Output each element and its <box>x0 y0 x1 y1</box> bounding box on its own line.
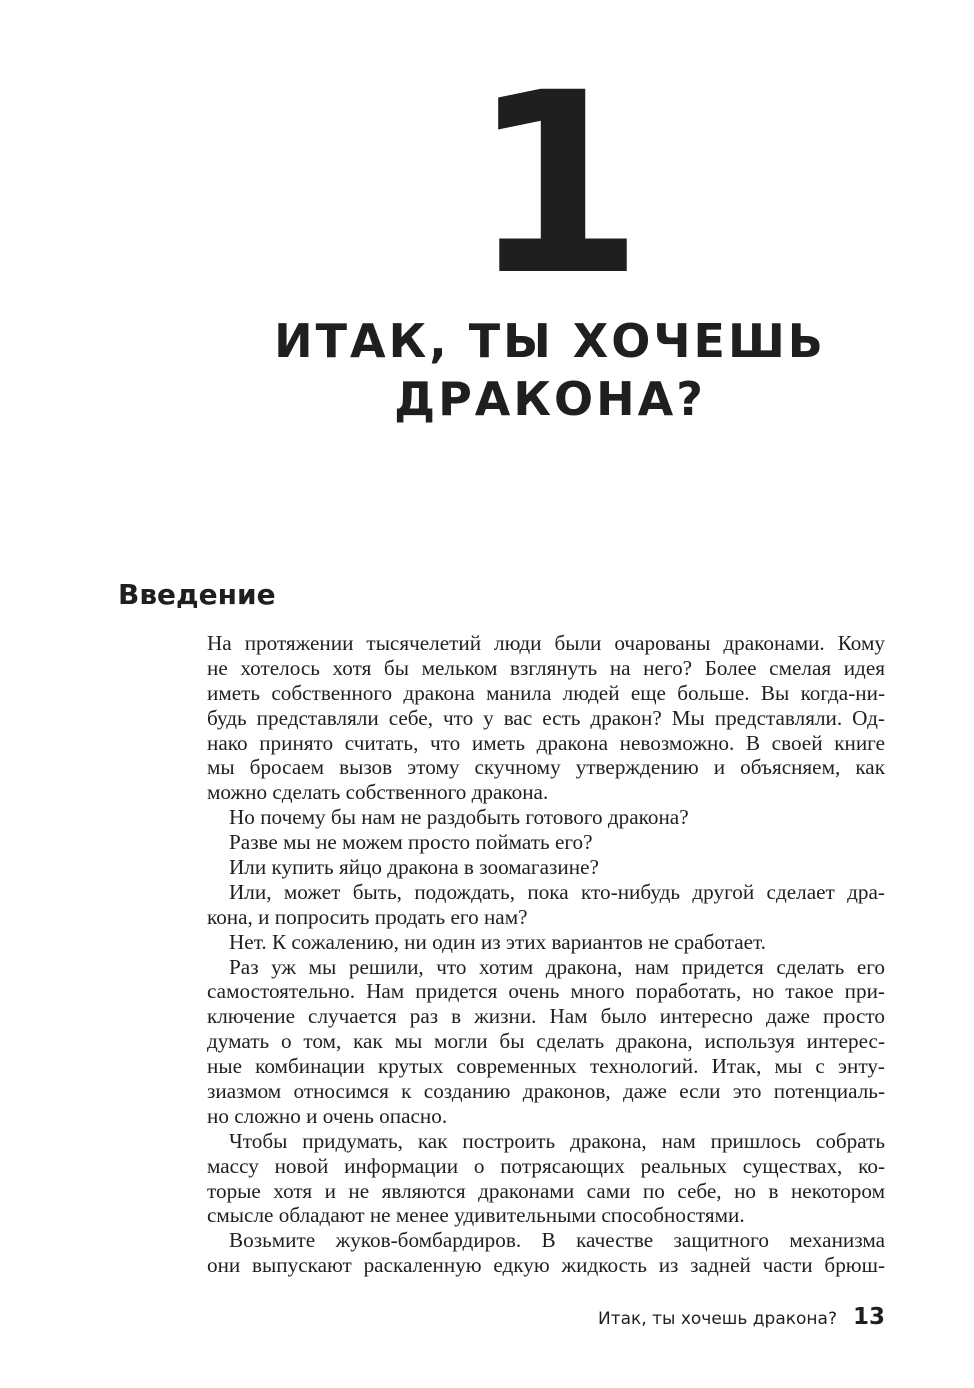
body-line: не хотелось хотя бы мельком взглянуть на него? Более смелая идея <box>207 655 885 680</box>
chapter-title-line: ИТАК, ТЫ ХОЧЕШЬ <box>274 314 826 368</box>
body-line: Или, может быть, подождать, пока кто-нибудь другой сделает дра- <box>229 879 885 904</box>
body-line: ключение случается раз в жизни. Нам было интересно даже просто <box>207 1004 885 1029</box>
running-title: Итак, ты хочешь дракона? <box>598 1309 837 1329</box>
body-line: На протяжении тысячелетий люди были очарованы драконами. Кому <box>207 631 885 655</box>
page-footer <box>598 1300 885 1334</box>
body-line: можно сделать собственного дракона. <box>207 780 549 805</box>
body-line: Разве мы не можем просто поймать его? <box>229 830 593 855</box>
body-line: но сложно и очень опасно. <box>207 1103 448 1128</box>
body-line: иметь собственного дракона манила людей еще больше. Вы когда-ни- <box>207 680 885 705</box>
body-line: кона, и попросить продать его нам? <box>207 904 528 929</box>
body-line: Раз уж мы решили, что хотим дракона, нам придется сделать его <box>229 954 885 979</box>
body-line: нако принято считать, что иметь дракона невозможно. В своей книге <box>207 730 885 755</box>
body-line: ные комбинации крутых современных технологий. Итак, мы с энту- <box>207 1054 885 1079</box>
chapter-number: 1 <box>470 39 638 330</box>
body-line: Возьмите жуков-бомбардиров. В качестве защитного механизма <box>229 1228 885 1253</box>
body-line: будь представляли себе, что у вас есть дракон? Мы представляли. Од- <box>207 705 885 730</box>
body-line: смысле обладают не менее удивительными способностями. <box>207 1203 745 1228</box>
body-line: самостоятельно. Нам придется очень много поработать, но такое при- <box>207 979 885 1004</box>
body-line: Нет. К сожалению, ни один из этих вариантов не сработает. <box>229 929 766 954</box>
section-heading: Введение <box>118 578 276 611</box>
body-line: массу новой информации о потрясающих реальных существах, ко- <box>207 1153 885 1178</box>
body-line: думать о том, как мы могли бы сделать дракона, используя интерес- <box>207 1029 885 1054</box>
page-number: 13 <box>852 1304 885 1330</box>
body-line: мы бросаем вызов этому скучному утверждению и объясняем, как <box>207 755 885 780</box>
chapter-title <box>200 312 900 428</box>
body-line: зиазмом относимся к созданию драконов, даже если это потенциаль- <box>207 1079 885 1104</box>
body-line: Или купить яйцо дракона в зоомагазине? <box>229 855 599 880</box>
body-line: Чтобы придумать, как построить дракона, нам пришлось собрать <box>229 1128 885 1153</box>
body-line: торые хотя и не являются драконами сами по себе, но в некотором <box>207 1178 885 1203</box>
body-line: Но почему бы нам не раздобыть готового дракона? <box>229 805 689 830</box>
chapter-title-line: ДРАКОНА? <box>394 372 706 426</box>
body-line: они выпускают раскаленную едкую жидкость из задней части брюш- <box>207 1253 885 1278</box>
body-text <box>207 631 885 1278</box>
